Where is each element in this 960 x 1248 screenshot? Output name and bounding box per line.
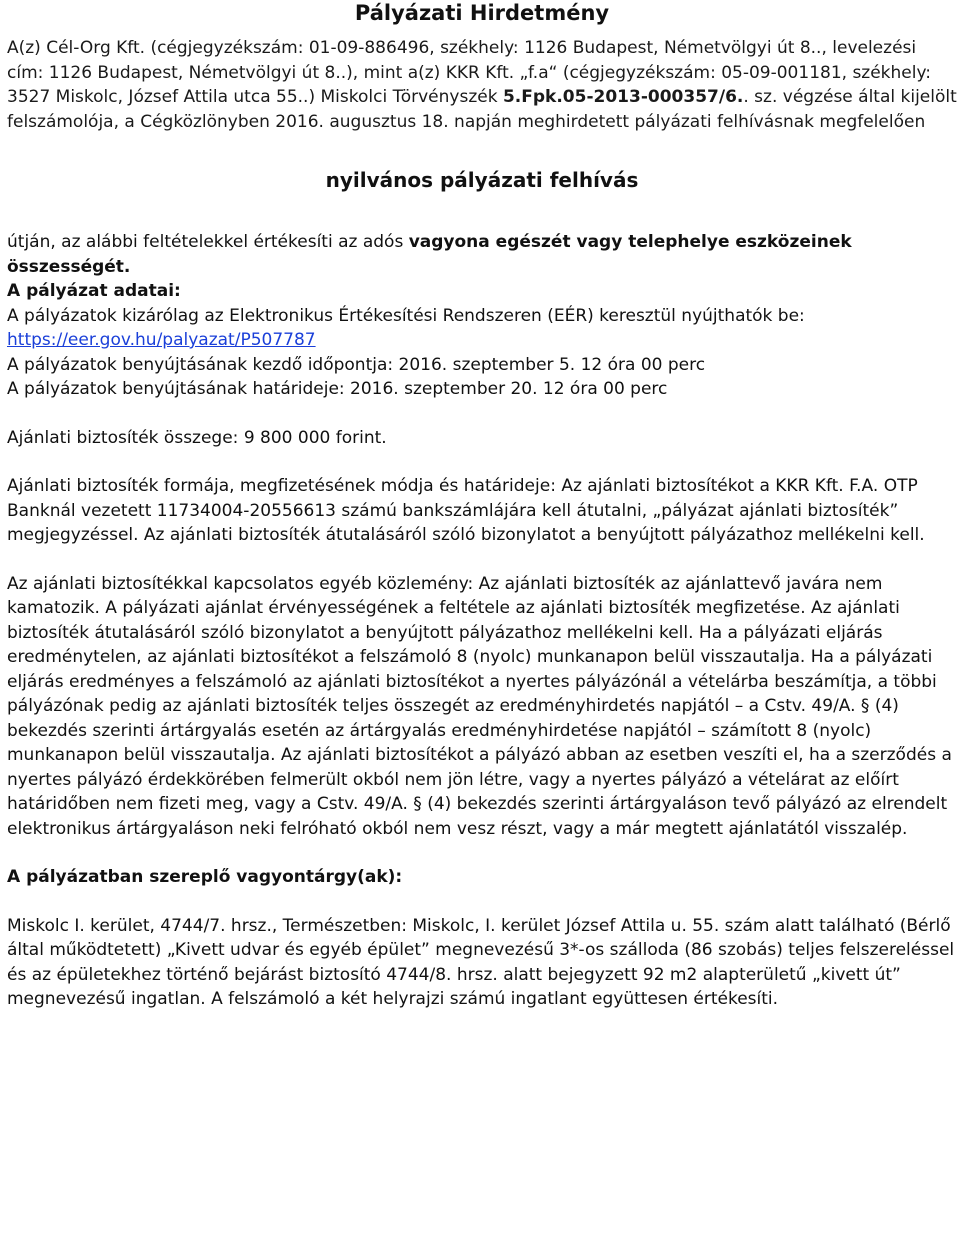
- deposit-amount: Ajánlati biztosíték összege: 9 800 000 forint.: [7, 427, 387, 448]
- spacer: [7, 890, 957, 914]
- sale-text: útján, az alábbi feltételekkel értékesíti az adós: [7, 232, 409, 252]
- spacer: [7, 548, 957, 572]
- deadline-line: A pályázatok benyújtásának határideje: 2016. szeptember 20. 12 óra 00 perc: [7, 379, 668, 399]
- assets-heading: [7, 865, 957, 890]
- sale-bold: vagyona egészét vagy telephelye eszközeinek összességét.: [7, 232, 852, 277]
- start-line: A pályázatok benyújtásának kezdő időpontja: 2016. szeptember 5. 12 óra 00 perc: [7, 354, 706, 375]
- system-text-span: A pályázatok kizárólag az Elektronikus Értékesítési Rendszeren (EÉR) keresztül nyújthatók be:: [7, 305, 805, 326]
- deposit-form: Ajánlati biztosíték formája, megfizetésének módja és határideje: Az ajánlati biztosítékot a KKR Kft. F.A. OTP Banknál vezetett 11734004-20556613 számú bankszámlájára kell átutalni, „pályázat ajánlati biztosíték” megjegyzéssel. Az ajánlati biztosíték átutalásáról szóló bizonylatot a benyújtott pályázathoz mellékelni kell.: [7, 476, 925, 545]
- deposit-other: Az ajánlati biztosítékkal kapcsolatos egyéb közlemény: Az ajánlati biztosíték az ajánlattevő javára nem kamatozik. A pályázati ajánlat érvényességének a feltétele az ajánlati biztosíték megfizetése. Az ajánlati biztosíték átutalásáról szóló bizonylatot a benyújtott pályázathoz mellékelni kell. Ha a pályázati eljárás eredménytelen, az ajánlati biztosítékot a felszámoló 8 (nyolc) munkanapon belül visszautalja. Ha a pályázati eljárás eredményes a felszámoló az ajánlati biztosítékot a nyertes pályázónál a vételárba beszámítja, a többi pályázónak pedig az ajánlati biztosíték teljes összegét az eredményhirdetés napjától – a Cstv. 49/A. § (4) bekezdés szerinti ártárgyalás esetén az ártárgyalás eredményhirdetése napjától – számított 8 (nyolc) munkanapon belül visszautalja. Az ajánlati biztosítékot a pályázó abban az esetben veszíti el, ha a szerződés a nyertes pályázó érdekkörében felmerült okból nem jön létre, vagy a nyertes pályázó a vételárat az előírt határidőben nem fizeti meg, vagy a Cstv. 49/A. § (4) bekezdés szerinti ártárgyaláson tevő pályázó az elrendelt elektronikus ártárgyaláson neki felróható okból nem vesz részt, vagy a már megtett ajánlatától visszalép.: [7, 573, 952, 839]
- system-text: [7, 304, 957, 353]
- spacer: [7, 450, 957, 474]
- data-heading-text: A pályázat adatai:: [7, 281, 181, 301]
- spacer: [7, 841, 957, 865]
- sale-paragraph: [7, 230, 957, 279]
- document-page: [7, 0, 957, 1012]
- call-heading: nyilvános pályázati felhívás: [325, 168, 639, 192]
- intro-text: A(z) Cél-Org Kft. (cégjegyzékszám: 01-09-886496, székhely: 1126 Budapest, Németvölgyi út 8.., levelezési cím: 1126 Budapest, Németvölgyi út 8..), mint a(z) KKR Kft. „f.a“ (cégjegyzékszám: 05-09-001181, székhely: 3527 Miskolc, József Attila utca 55..) Miskolci Törvényszék: [7, 38, 932, 107]
- spacer: [7, 192, 957, 230]
- data-heading: [7, 279, 957, 304]
- assets-text: Miskolc I. kerület, 4744/7. hrsz., Természetben: Miskolc, I. kerület József Attila u. 55. szám alatt található (Bérlő által működtetett) „Kivett udvar és egyéb épület” megnevezésű 3*-os szálloda (86 szobás) teljes felszereléssel és az épületekhez történő bejárást biztosító 4744/8. hrsz. alatt bejegyzett 92 m2 alapterületű „kivett út” megnevezésű ingatlan. A felszámoló a két helyrajzi számú ingatlant együttesen értékesíti.: [7, 915, 955, 1009]
- case-number: 5.Fpk.05-2013-000357/6.: [502, 87, 744, 107]
- assets-heading-text: A pályázatban szereplő vagyontárgy(ak):: [7, 867, 403, 887]
- spacer: [7, 402, 957, 426]
- intro-paragraph: [7, 36, 957, 134]
- document-title: Pályázati Hirdetmény: [354, 1, 610, 25]
- tender-link[interactable]: https://eer.gov.hu/palyazat/P507787: [7, 330, 316, 350]
- intro-text-2: . sz. végzése által kijelölt felszámolója, a Cégközlönyben 2016. augusztus 18. napján meghirdetett pályázati felhívásnak megfelelően: [7, 87, 957, 132]
